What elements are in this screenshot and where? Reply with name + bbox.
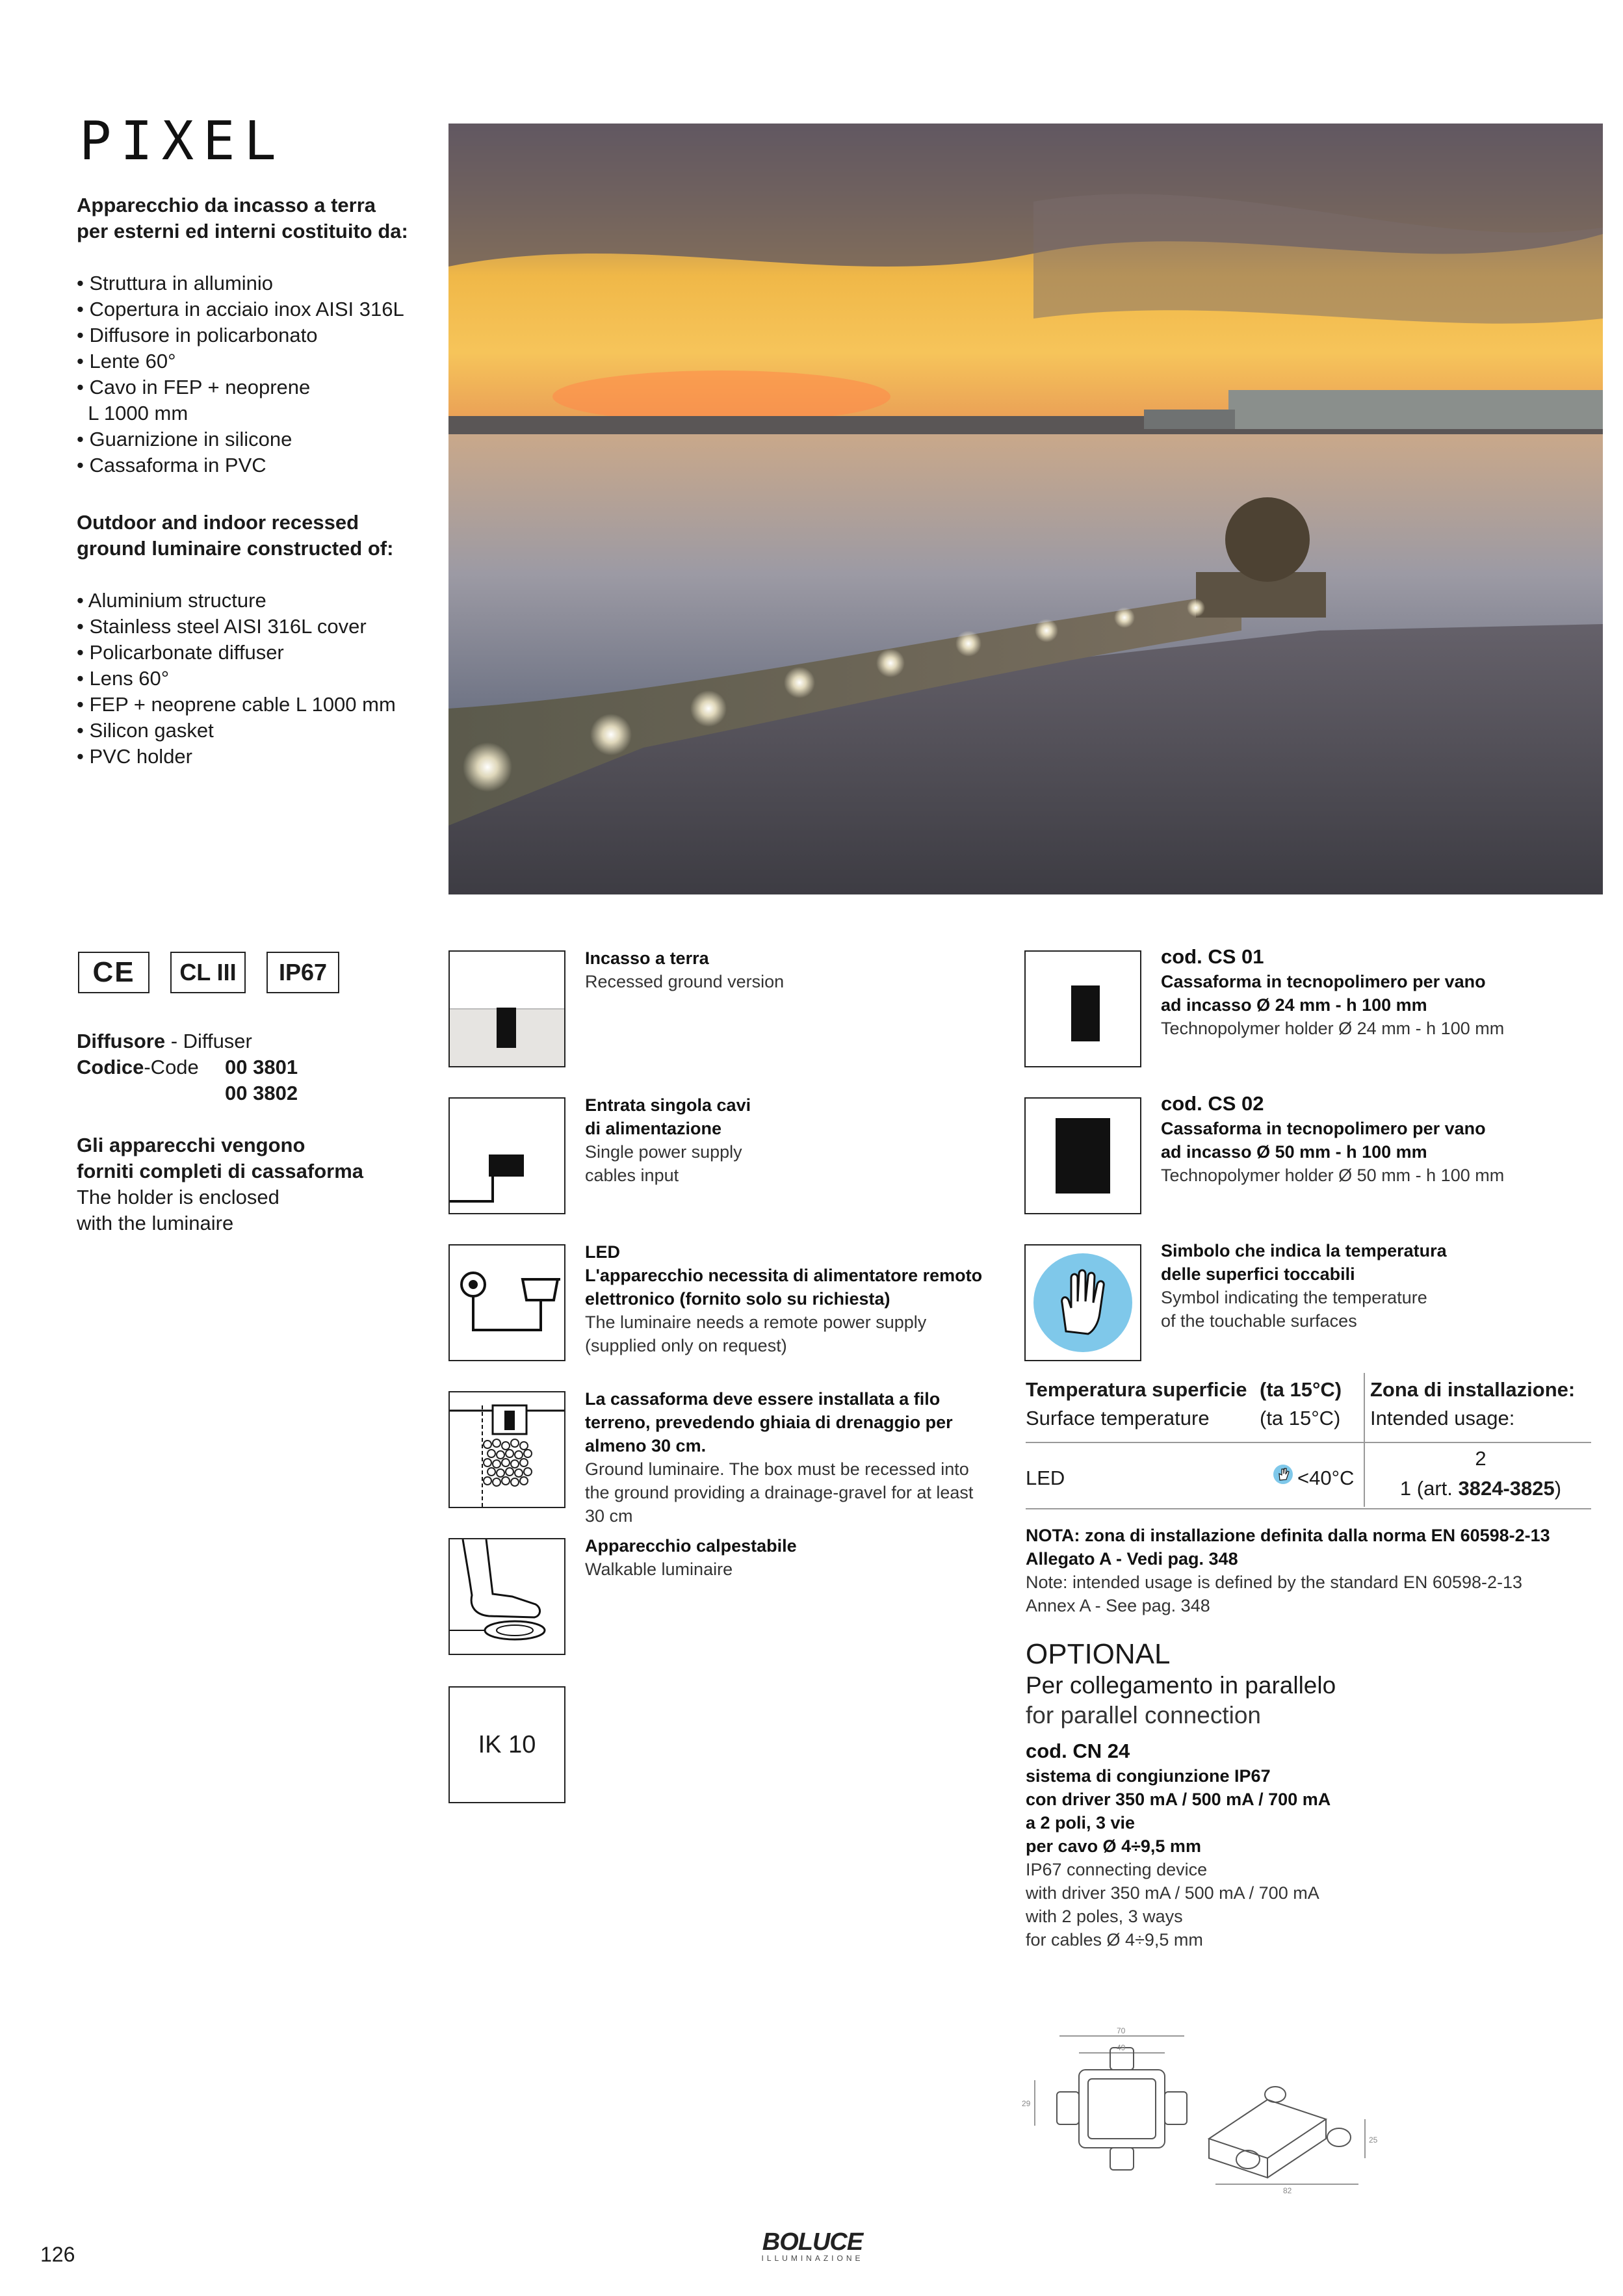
list-item: • Policarbonate diffuser (77, 640, 396, 666)
code-label-en: -Code (144, 1056, 199, 1078)
feature-en-line: cables input (585, 1166, 679, 1185)
list-item: • Copertura in acciaio inox AISI 316L (77, 296, 404, 322)
feature-led (585, 1240, 982, 1357)
optional-en-line: IP67 connecting device (1026, 1860, 1208, 1879)
code-value-1: 00 3801 (225, 1056, 298, 1078)
hero-photo (448, 124, 1603, 894)
holder-en-line: Technopolymer holder Ø 50 mm - h 100 mm (1161, 1166, 1505, 1185)
usage-header-en: Intended usage: (1370, 1407, 1515, 1429)
optional-en-line: for cables Ø 4÷9,5 mm (1026, 1930, 1203, 1950)
feature-cable (585, 1093, 751, 1187)
page-title: PIXEL (79, 111, 285, 172)
feature-en-line: (supplied only on request) (585, 1336, 787, 1355)
drainage-gravel-icon (448, 1391, 565, 1508)
holder-cs01-icon (1024, 950, 1141, 1067)
temperature-table-row (1026, 1443, 1591, 1509)
optional-title: OPTIONAL (1026, 1638, 1171, 1670)
impact-rating-box (448, 1686, 565, 1803)
feature-en-line: Single power supply (585, 1142, 742, 1162)
optional-it-line: a 2 poli, 3 vie (1026, 1813, 1136, 1833)
note-it-line: Allegato A - Vedi pag. 348 (1026, 1549, 1238, 1569)
feature-it-line: L'apparecchio necessita di alimentatore remoto (585, 1266, 983, 1285)
feature-it-line: Apparecchio calpestabile (585, 1536, 797, 1556)
feature-en-line: 30 cm (585, 1506, 633, 1526)
feature-walkable (585, 1534, 797, 1581)
holder-it-line: delle superfici toccabili (1161, 1264, 1355, 1284)
hand-temperature-icon (1024, 1244, 1141, 1361)
page-number: 126 (40, 2243, 75, 2266)
feature-it-line: di alimentazione (585, 1119, 722, 1138)
optional-code: cod. CN 24 (1026, 1740, 1130, 1762)
feature-it-line: almeno 30 cm. (585, 1436, 707, 1455)
class-badge-text: CL III (179, 959, 237, 985)
holder-cs02-icon (1024, 1097, 1141, 1214)
optional-en-line: with driver 350 mA / 500 mA / 700 mA (1026, 1883, 1319, 1903)
brand-logo-subtext: ILLUMINAZIONE (761, 2254, 864, 2263)
optional-details (1026, 1738, 1331, 1951)
feature-en-line: the ground providing a drainage-gravel for at least (585, 1483, 974, 1502)
diffuser-label-en: - Diffuser (165, 1030, 252, 1052)
holder-it-line: Cassaforma in tecnopolimero per vano (1161, 972, 1486, 991)
holder-en-line: Symbol indicating the temperature (1161, 1288, 1427, 1307)
usage-header-it: Zona di installazione: (1370, 1378, 1576, 1401)
list-item: • Aluminium structure (77, 588, 396, 614)
holder-it-line: ad incasso Ø 50 mm - h 100 mm (1161, 1142, 1427, 1162)
feature-it-line: terreno, prevedendo ghiaia di drenaggio per (585, 1413, 953, 1432)
remote-driver-icon (448, 1244, 565, 1361)
intro-en-line: Outdoor and indoor recessed (77, 511, 359, 534)
list-item: • FEP + neoprene cable L 1000 mm (77, 692, 396, 718)
row-label: LED (1026, 1467, 1065, 1489)
holder-note-en-line: with the luminaire (77, 1212, 234, 1234)
row-zone-2 (1370, 1477, 1591, 1500)
list-item: • Lens 60° (77, 666, 396, 692)
temperature-symbol-note (1161, 1239, 1447, 1333)
holder-note-en-line: The holder is enclosed (77, 1186, 279, 1208)
row-temp-value: <40°C (1297, 1467, 1355, 1489)
dim-29: 29 (1022, 2099, 1031, 2108)
brand-logo (747, 2228, 877, 2263)
optional-subtitle-it: Per collegamento in parallelo (1026, 1672, 1336, 1699)
list-item: • Silicon gasket (77, 718, 396, 744)
hand-small-icon (1273, 1464, 1293, 1485)
diffuser-label-it: Diffusore (77, 1030, 166, 1052)
dim-82: 82 (1283, 2186, 1292, 2195)
feature-it-line: Incasso a terra (585, 948, 709, 968)
row-zone-2-prefix: 1 (art. (1399, 1477, 1459, 1500)
features-list-en (77, 588, 396, 770)
list-item: • Lente 60° (77, 348, 404, 374)
holder-code: cod. CS 01 (1161, 945, 1264, 968)
optional-subtitle-en: for parallel connection (1026, 1702, 1261, 1729)
intro-it (77, 192, 408, 244)
list-item: • Stainless steel AISI 316L cover (77, 614, 396, 640)
brand-logo-text: BOLUCE (762, 2228, 863, 2256)
recessed-ground-icon (448, 950, 565, 1067)
holder-note-it-line: forniti completi di cassaforma (77, 1160, 363, 1182)
holder-en-line: Technopolymer holder Ø 24 mm - h 100 mm (1161, 1019, 1505, 1038)
single-cable-icon (448, 1097, 565, 1214)
row-zone-2-suffix: ) (1554, 1477, 1562, 1500)
optional-en-line: with 2 poles, 3 ways (1026, 1907, 1183, 1926)
ip-rating-text: IP67 (278, 959, 328, 985)
standard-note (1026, 1524, 1550, 1617)
holder-it-line: ad incasso Ø 24 mm - h 100 mm (1161, 995, 1427, 1015)
surface-temp-header (1026, 1377, 1247, 1403)
feature-recessed (585, 946, 784, 993)
list-item: • PVC holder (77, 744, 396, 770)
intro-en (77, 510, 393, 562)
feature-it-line: elettronico (fornito solo su richiesta) (585, 1289, 890, 1309)
list-item: • Diffusore in policarbonato (77, 322, 404, 348)
holder-it-line: Simbolo che indica la temperatura (1161, 1241, 1447, 1260)
surface-temp-cond-en: (ta 15°C) (1260, 1407, 1341, 1429)
dim-25: 25 (1369, 2135, 1378, 2145)
holder-note-it-line: Gli apparecchi vengono (77, 1134, 305, 1156)
optional-it-line: con driver 350 mA / 500 mA / 700 mA (1026, 1790, 1331, 1809)
temperature-table (1026, 1377, 1591, 1509)
ce-mark-text: CE (92, 956, 135, 988)
surface-temp-header-en: Surface temperature (1026, 1407, 1210, 1429)
feature-drainage (585, 1387, 973, 1528)
dim-49: 49 (1117, 2043, 1126, 2052)
surface-temp-header-it: Temperatura superficie (1026, 1378, 1247, 1401)
impact-rating-text: IK 10 (478, 1730, 536, 1758)
holder-en-line: of the touchable surfaces (1161, 1311, 1357, 1331)
optional-it-line: per cavo Ø 4÷9,5 mm (1026, 1836, 1201, 1856)
note-it-line: NOTA: zona di installazione definita dalla norma EN 60598-2-13 (1026, 1526, 1550, 1545)
surface-temp-cond-it: (ta 15°C) (1260, 1378, 1342, 1401)
feature-en-line: The luminaire needs a remote power supply (585, 1312, 927, 1332)
walkable-icon (448, 1538, 565, 1655)
list-item: • Cavo in FEP + neoprene (77, 374, 404, 400)
holder-note (77, 1132, 363, 1236)
diffuser-label (77, 1028, 252, 1054)
note-en-line: Note: intended usage is defined by the standard EN 60598-2-13 (1026, 1572, 1523, 1592)
feature-en-line: Ground luminaire. The box must be recessed into (585, 1459, 969, 1479)
code-label-it: Codice (77, 1056, 144, 1078)
intro-it-line: Apparecchio da incasso a terra (77, 194, 376, 216)
holder-code: cod. CS 02 (1161, 1092, 1264, 1115)
code-label (77, 1054, 199, 1080)
dim-70: 70 (1117, 2026, 1126, 2035)
feature-en-line: Recessed ground version (585, 972, 785, 991)
code-value-2: 00 3802 (225, 1082, 298, 1104)
list-item: L 1000 mm (77, 402, 188, 424)
holder-it-line: Cassaforma in tecnopolimero per vano (1161, 1119, 1486, 1138)
feature-it-line: LED (585, 1242, 620, 1262)
optional-it-line: sistema di congiunzione IP67 (1026, 1766, 1271, 1786)
ip-rating-badge (266, 952, 339, 993)
holder-cs02 (1161, 1091, 1504, 1187)
feature-it-line: Entrata singola cavi (585, 1095, 751, 1115)
list-item: • Struttura in alluminio (77, 270, 404, 296)
list-item: • Cassaforma in PVC (77, 452, 404, 478)
connector-drawing (1020, 2022, 1410, 2197)
intro-en-line: ground luminaire constructed of: (77, 537, 394, 560)
holder-cs01 (1161, 944, 1504, 1040)
features-list-it (77, 270, 404, 478)
note-en-line: Annex A - See pag. 348 (1026, 1596, 1210, 1615)
ce-mark-badge (78, 952, 149, 993)
row-zone-2-articles: 3824-3825 (1458, 1477, 1555, 1500)
feature-en-line: Walkable luminaire (585, 1559, 733, 1579)
list-item: • Guarnizione in silicone (77, 426, 404, 452)
temperature-table-header (1026, 1377, 1591, 1443)
row-zone-1: 2 (1475, 1447, 1487, 1470)
class-badge (170, 952, 246, 993)
feature-it-line: La cassaforma deve essere installata a filo (585, 1389, 941, 1409)
intro-it-line: per esterni ed interni costituito da: (77, 220, 408, 242)
